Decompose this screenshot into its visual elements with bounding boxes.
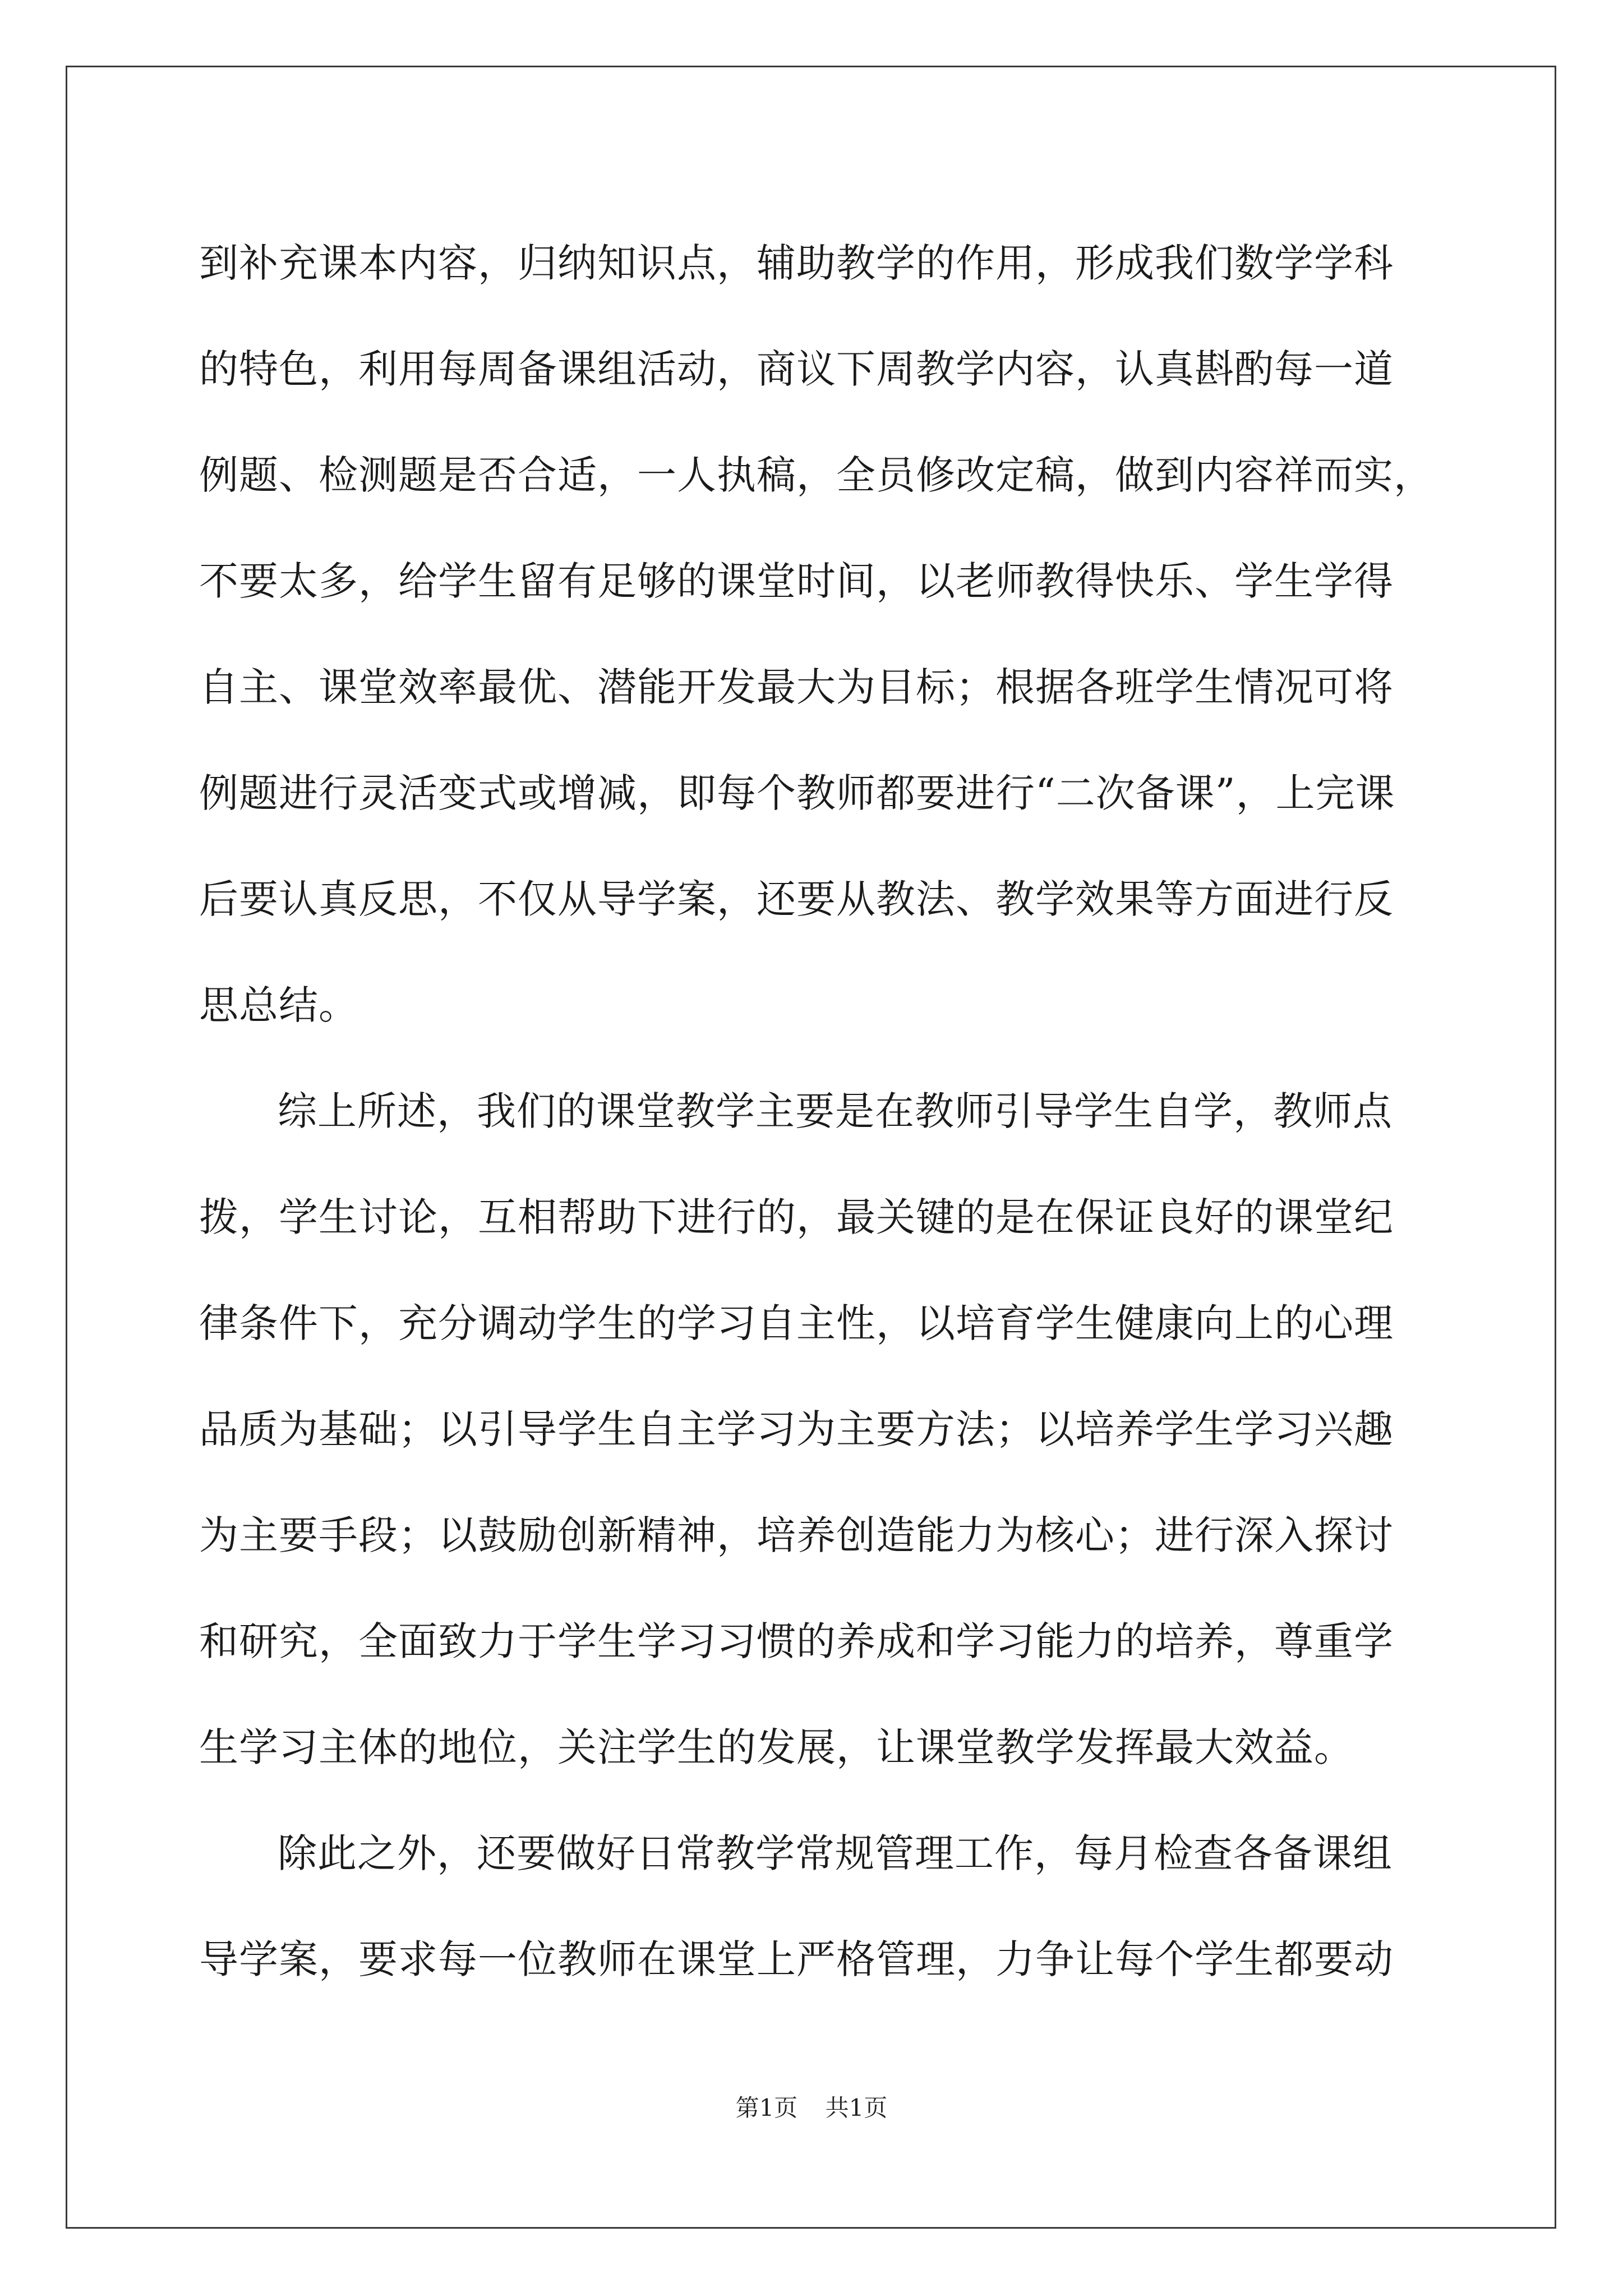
text-line: 例题进行灵活变式或增减，即每个教师都要进行“二次备课”，上完课 xyxy=(199,770,1395,816)
text-line: 除此之外，还要做好日常教学常规管理工作，每月检查各备课组 xyxy=(278,1830,1393,1876)
document-body xyxy=(199,210,1433,2013)
text-line: 律条件下，充分调动学生的学习自主性，以培育学生健康向上的心理 xyxy=(199,1300,1394,1346)
text-line: 自主、课堂效率最优、潜能开发最大为目标；根据各班学生情况可将 xyxy=(199,664,1394,710)
text-line: 思总结。 xyxy=(199,982,358,1028)
text-line: 的特色，利用每周备课组活动，商议下周教学内容，认真斟酌每一道 xyxy=(199,346,1394,392)
text-line: 后要认真反思，不仅从导学案，还要从教法、教学效果等方面进行反 xyxy=(199,876,1394,922)
text-line: 为主要手段；以鼓励创新精神，培养创造能力为核心；进行深入探讨 xyxy=(199,1512,1394,1558)
text-line: 例题、检测题是否合适，一人执稿，全员修改定稿，做到内容祥而实， xyxy=(199,452,1433,498)
page-number-current: 第1页 xyxy=(735,2094,798,2122)
text-line: 品质为基础；以引导学生自主学习为主要方法；以培养学生学习兴趣 xyxy=(199,1406,1394,1452)
text-line: 生学习主体的地位，关注学生的发展，让课堂教学发挥最大效益。 xyxy=(199,1724,1354,1770)
text-line: 不要太多，给学生留有足够的课堂时间，以老师教得快乐、学生学得 xyxy=(199,558,1394,604)
text-line: 导学案，要求每一位教师在课堂上严格管理，力争让每个学生都要动 xyxy=(199,1936,1394,1982)
page-footer xyxy=(0,2090,1623,2123)
page-number-total: 共1页 xyxy=(825,2094,888,2122)
text-line: 拨，学生讨论，互相帮助下进行的，最关键的是在保证良好的课堂纪 xyxy=(199,1194,1394,1240)
text-line: 和研究，全面致力于学生学习习惯的养成和学习能力的培养，尊重学 xyxy=(199,1618,1394,1664)
text-line: 综上所述，我们的课堂教学主要是在教师引导学生自学，教师点 xyxy=(278,1088,1393,1134)
text-line: 到补充课本内容，归纳知识点，辅助教学的作用，形成我们数学学科 xyxy=(199,240,1394,286)
